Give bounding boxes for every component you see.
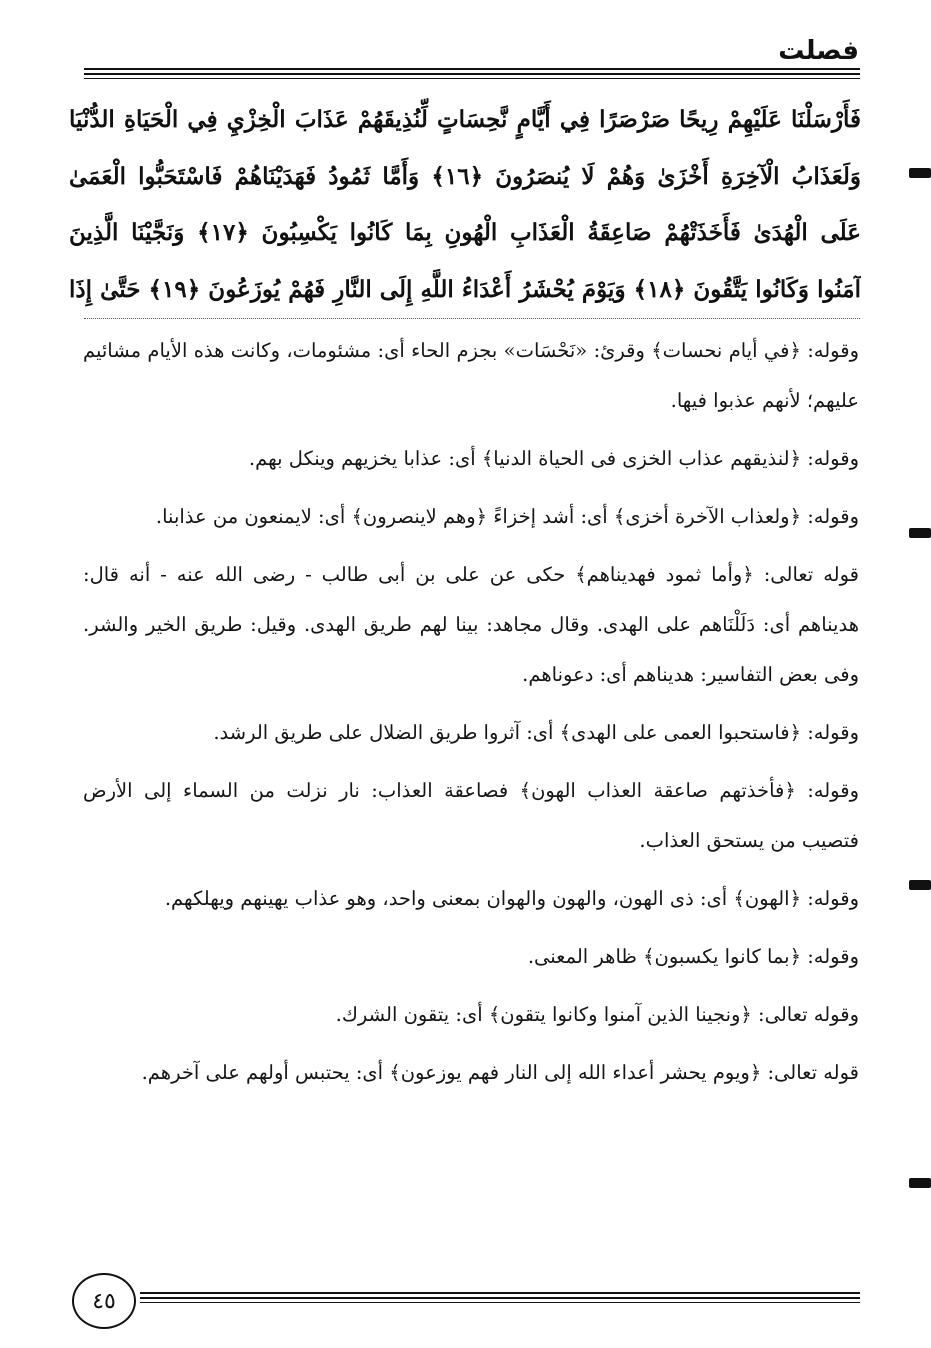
footer-rule xyxy=(140,1297,860,1299)
header-rule xyxy=(84,78,860,79)
margin-mark xyxy=(909,168,931,178)
page-number: ٤٥ xyxy=(72,1273,136,1329)
commentary-paragraph: وقوله: ﴿الهون﴾ أى: ذى الهون، والهون والهوان بمعنى واحد، وهو عذاب يهينهم ويهلكهم. xyxy=(164,887,859,910)
verse-line: عَلَى الْهُدَىٰ فَأَخَذَتْهُمْ صَاعِقَةُ الْعَذَابِ الْهُونِ بِمَا كَانُوا يَكْسِبُونَ ﴿١٧﴾ وَنَجَّيْنَا الَّذِينَ xyxy=(69,219,861,246)
commentary-paragraph: قوله تعالى: ﴿ويوم يحشر أعداء الله إلى النار فهم يوزعون﴾ أى: يحتبس أولهم على آخرهم. xyxy=(141,1061,859,1084)
verse-line: فَأَرْسَلْنَا عَلَيْهِمْ رِيحًا صَرْصَرًا فِي أَيَّامٍ نَّحِسَاتٍ لِّنُذِيقَهُمْ عَذَابَ الْخِزْيِ فِي الْحَيَاةِ الدُّنْيَا xyxy=(69,106,861,133)
quran-verses xyxy=(69,92,861,318)
commentary-paragraph: وقوله: ﴿ولعذاب الآخرة أخزى﴾ أى: أشد إخزاءً ﴿وهم لاينصرون﴾ أى: لايمنعون من عذابنا. xyxy=(155,505,859,528)
verse-line: آمَنُوا وَكَانُوا يَتَّقُونَ ﴿١٨﴾ وَيَوْمَ يُحْشَرُ أَعْدَاءُ اللَّهِ إِلَى النَّارِ فَهُمْ يُوزَعُونَ ﴿١٩﴾ حَتَّىٰ إِذَا xyxy=(69,275,861,303)
verse-separator xyxy=(84,318,860,319)
surah-title: فصلت xyxy=(778,36,859,66)
footer-rule xyxy=(140,1302,860,1303)
commentary-paragraph: وقوله: ﴿فاستحبوا العمى على الهدى﴾ أى: آثروا طريق الضلال على طريق الرشد. xyxy=(213,721,859,744)
commentary-paragraph: قوله تعالى: ﴿وأما ثمود فهديناهم﴾ حكى عن على بن أبى طالب - رضى الله عنه - أنه قال: هديناهم أى: دَلَلْنَاهم على الهدى. وقال مجاهد: بينا لهم طريق الهدى. وقيل: طريق الخير والشر. وفى بعض التفاسير: هديناهم أى: دعوناهم. xyxy=(83,563,859,686)
verse-line: وَلَعَذَابُ الْآخِرَةِ أَخْزَىٰ وَهُمْ لَا يُنصَرُونَ ﴿١٦﴾ وَأَمَّا ثَمُودُ فَهَدَيْنَاهُمْ فَاسْتَحَبُّوا الْعَمَىٰ xyxy=(69,162,861,190)
commentary-paragraph: وقوله: ﴿فأخذتهم صاعقة العذاب الهون﴾ فصاعقة العذاب: نار نزلت من السماء إلى الأرض فتصيب من يستحق العذاب. xyxy=(83,779,859,852)
commentary-paragraph: وقوله: ﴿بما كانوا يكسبون﴾ ظاهر المعنى. xyxy=(527,945,859,968)
footer-rule xyxy=(140,1292,860,1294)
commentary-text xyxy=(83,326,859,1106)
commentary-paragraph: وقوله: ﴿لنذيقهم عذاب الخزى فى الحياة الدنيا﴾ أى: عذابا يخزيهم وينكل بهم. xyxy=(248,447,859,470)
commentary-paragraph: وقوله تعالى: ﴿ونجينا الذين آمنوا وكانوا يتقون﴾ أى: يتقون الشرك. xyxy=(335,1003,859,1026)
margin-mark xyxy=(909,1178,931,1188)
margin-mark xyxy=(909,880,931,890)
margin-mark xyxy=(909,528,931,538)
header-rule xyxy=(84,68,860,70)
commentary-paragraph: وقوله: ﴿في أيام نحسات﴾ وقرئ: «نَحْسَات» بجزم الحاء أى: مشئومات، وكانت هذه الأيام مشائيم عليهم؛ لأنهم عذبوا فيها. xyxy=(83,339,859,412)
header-rule xyxy=(84,73,860,75)
